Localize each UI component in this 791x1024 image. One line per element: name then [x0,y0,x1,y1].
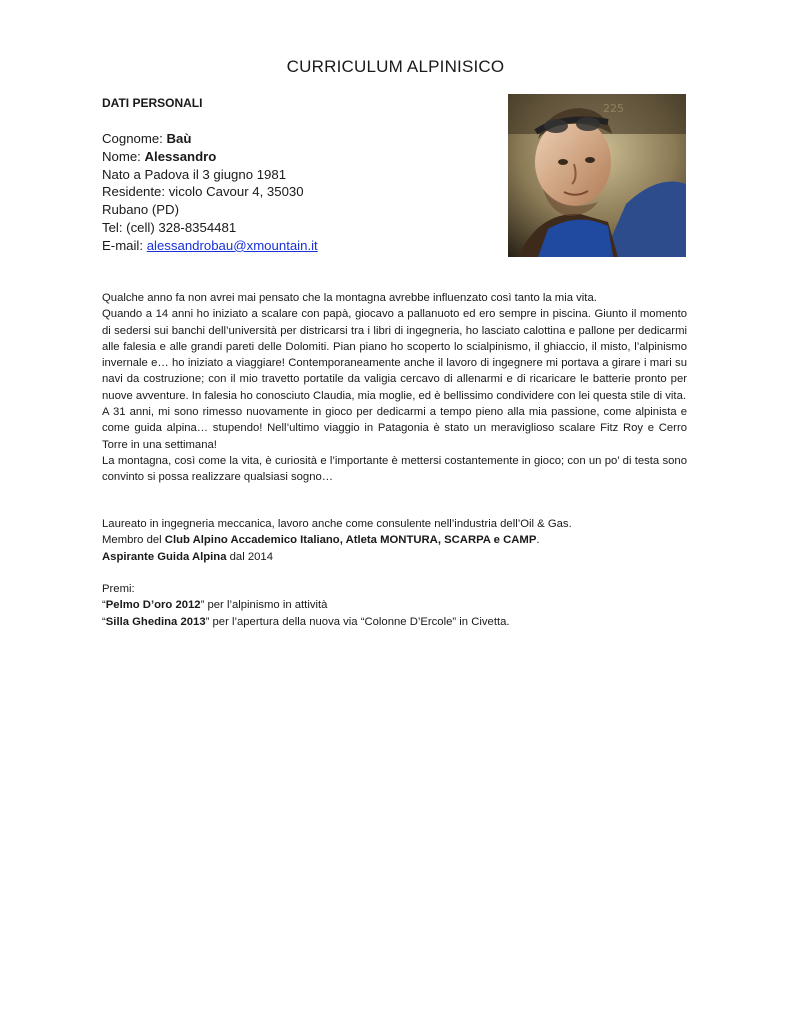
bio-paragraph: La montagna, così come la vita, è curiosità e l’importante è mettersi costantemente in gioco; con un po’ di testa sono convinto si possa realizzare qualsiasi sogno… [102,454,687,484]
membership-line: Membro del Club Alpino Accademico Italiano, Atleta MONTURA, SCARPA e CAMP. [102,534,540,547]
aspirant-line: Aspirante Guida Alpina dal 2014 [102,550,273,563]
personal-data [102,130,318,255]
birth-line: Nato a Padova il 3 giugno 1981 [102,166,287,182]
award-item: “Pelmo D’oro 2012” per l’alpinismo in attività [102,599,328,612]
bio-paragraph: A 31 anni, mi sono rimesso nuovamente in gioco per dedicarmi a tempo pieno alla mia passione, come alpinista e come guida alpina… stupendo! Nell’ultimo viaggio in Patagonia è stato un meraviglioso scalare Fitz Roy e Cerro Torre in una settimana! [102,406,687,451]
email-line: E-mail: alessandrobau@xmountain.it [102,237,318,253]
residence-line: Residente: vicolo Cavour 4, 35030 [102,184,304,200]
tel-line: Tel: (cell) 328-8354481 [102,219,237,235]
biography [102,290,687,486]
name-value: Alessandro [144,148,217,164]
awards-section [102,581,687,630]
surname-line: Cognome: Baù [102,131,192,146]
bio-paragraph: Quando a 14 anni ho iniziato a scalare con papà, giocavo a pallanuoto ed ero sempre in piscina. Giunto il momento di sedersi sui banchi dell’università per districarsi tra i libri di ingegneria, ho lasciato calottina e pallone per dedicarmi alle falesia e alle grandi pareti delle Dolomiti. Pian piano ho scoperto lo scialpinismo, il ghiaccio, il misto, l’alpinismo invernale e… ho iniziato a viaggiare! Contemporaneamente anche il lavoro di ingegnere mi portava a girare i mari su navi da costruzione; con il mio travetto portatile da valigia cercavo di allenarmi e di ricaricare le batterie pronto per nuove avventure. In falesia ho conosciuto Claudia, mia moglie, ed è bellissimo condividere con lei questa stile di vita. [102,308,687,402]
profile-photo [508,94,686,257]
award-item: “Silla Ghedina 2013” per l’apertura della nuova via “Colonne D’Ercole” in Civetta. [102,615,510,628]
surname-value: Baù [166,131,192,146]
bio-paragraph: Qualche anno fa non avrei mai pensato che la montagna avrebbe influenzato così tanto la mia vita. [102,292,597,304]
name-line: Nome: Alessandro [102,148,217,164]
degree-line: Laureato in ingegneria meccanica, lavoro anche come consulente nell’industria dell’Oil & Gas. [102,518,572,530]
email-link[interactable]: alessandrobau@xmountain.it [146,237,318,253]
document-title: CURRICULUM ALPINISICO [286,57,505,76]
svg-text:225: 225 [603,102,624,115]
awards-label: Premi: [102,583,135,595]
section-heading: DATI PERSONALI [102,96,203,110]
residence-city-line: Rubano (PD) [102,202,179,218]
career-section [102,516,687,565]
